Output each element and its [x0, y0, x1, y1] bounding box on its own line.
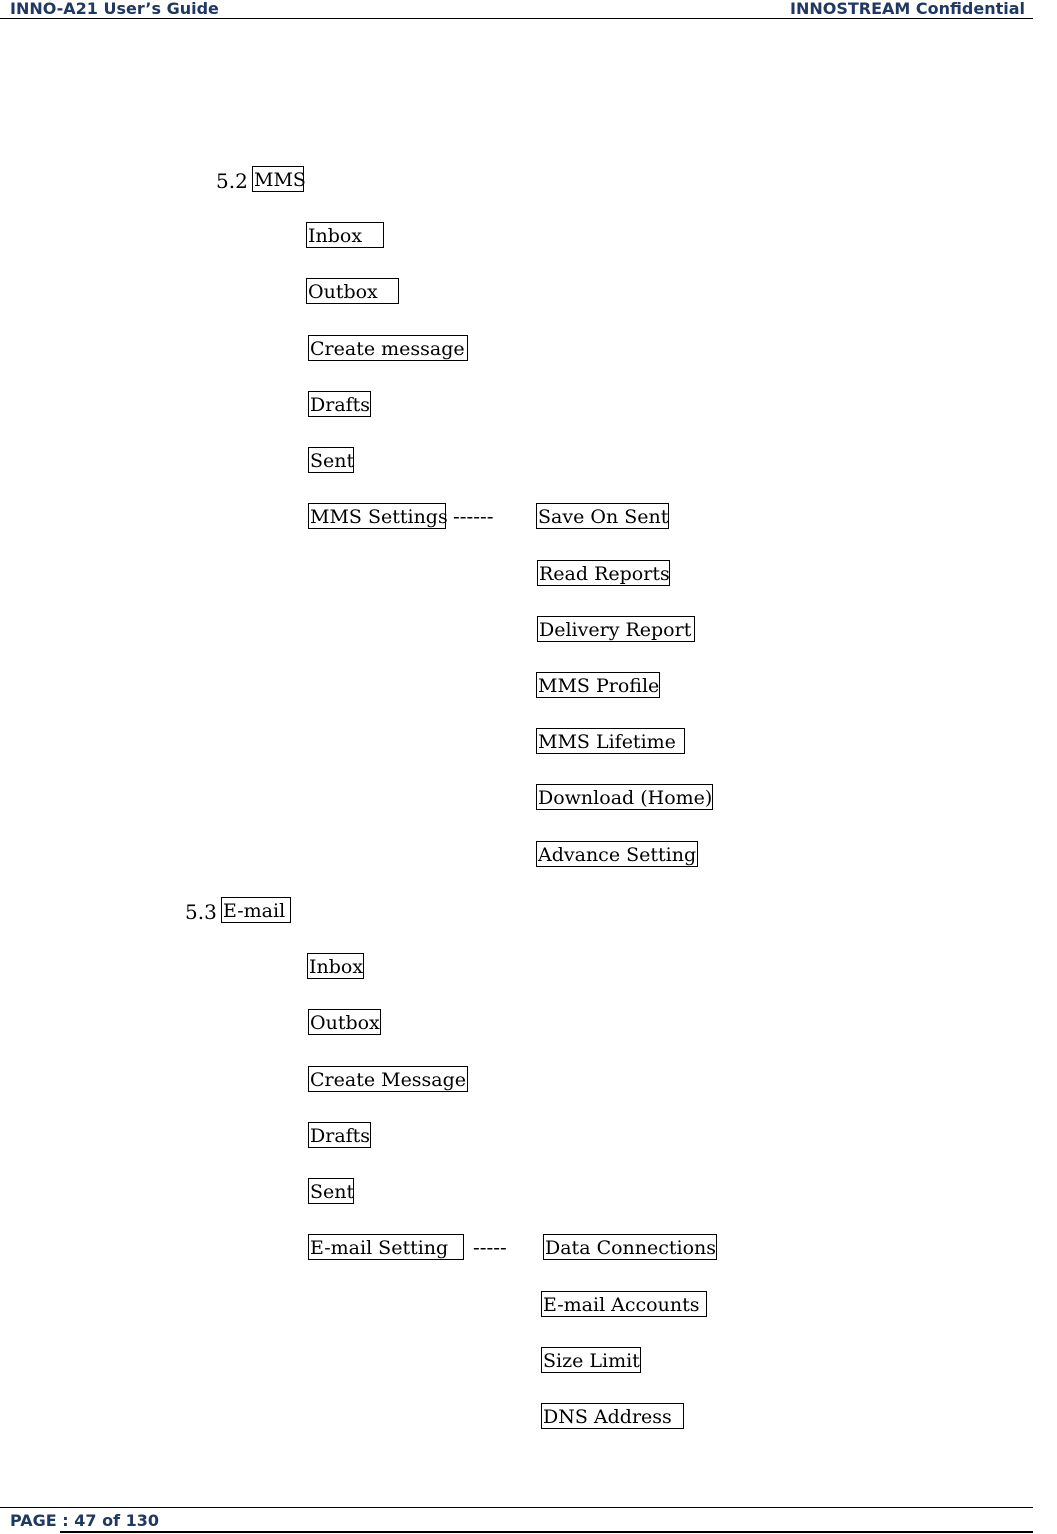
email-item-create-message: Create Message	[308, 1066, 468, 1092]
page-number: PAGE : 47 of 130	[10, 1511, 159, 1530]
mms-setting-save-on-sent: Save On Sent	[536, 503, 669, 529]
mms-setting-download-home: Download (Home)	[536, 784, 713, 810]
email-item-inbox: Inbox	[307, 953, 364, 979]
email-item-setting: E-mail Setting	[308, 1234, 464, 1260]
email-item-outbox: Outbox	[308, 1009, 381, 1035]
email-item-drafts: Drafts	[308, 1122, 371, 1148]
mms-setting-mms-profile: MMS Profile	[536, 672, 660, 698]
page-header	[0, 0, 1033, 19]
mms-item-sent: Sent	[308, 447, 354, 473]
mms-setting-read-reports: Read Reports	[537, 560, 670, 586]
mms-setting-delivery-report: Delivery Report	[537, 616, 695, 642]
email-setting-connector: -----	[473, 1235, 507, 1259]
header-confidential: INNOSTREAM Confidential	[790, 0, 1025, 18]
email-section-title: E-mail	[221, 897, 291, 923]
email-setting-dns-address: DNS Address	[541, 1403, 684, 1429]
mms-setting-mms-lifetime: MMS Lifetime	[536, 728, 685, 754]
email-section-number: 5.3	[185, 900, 217, 924]
mms-item-create-message: Create message	[308, 335, 468, 361]
header-doc-title: INNO-A21 User’s Guide	[10, 0, 219, 18]
mms-setting-advance-setting: Advance Setting	[536, 841, 698, 867]
email-setting-size-limit: Size Limit	[541, 1347, 641, 1373]
mms-item-drafts: Drafts	[308, 391, 371, 417]
footer-underline	[60, 1531, 1033, 1533]
email-setting-data-connections: Data Connections	[543, 1234, 717, 1260]
mms-item-outbox: Outbox	[306, 278, 399, 304]
mms-section-title: MMS	[252, 166, 304, 192]
footer-rule	[0, 1507, 1033, 1508]
mms-settings-connector: ------	[453, 504, 494, 528]
mms-item-settings: MMS Settings	[308, 503, 446, 529]
mms-item-inbox: Inbox	[306, 222, 384, 248]
mms-section-number: 5.2	[216, 169, 248, 193]
email-setting-email-accounts: E-mail Accounts	[541, 1291, 707, 1317]
email-item-sent: Sent	[308, 1178, 354, 1204]
